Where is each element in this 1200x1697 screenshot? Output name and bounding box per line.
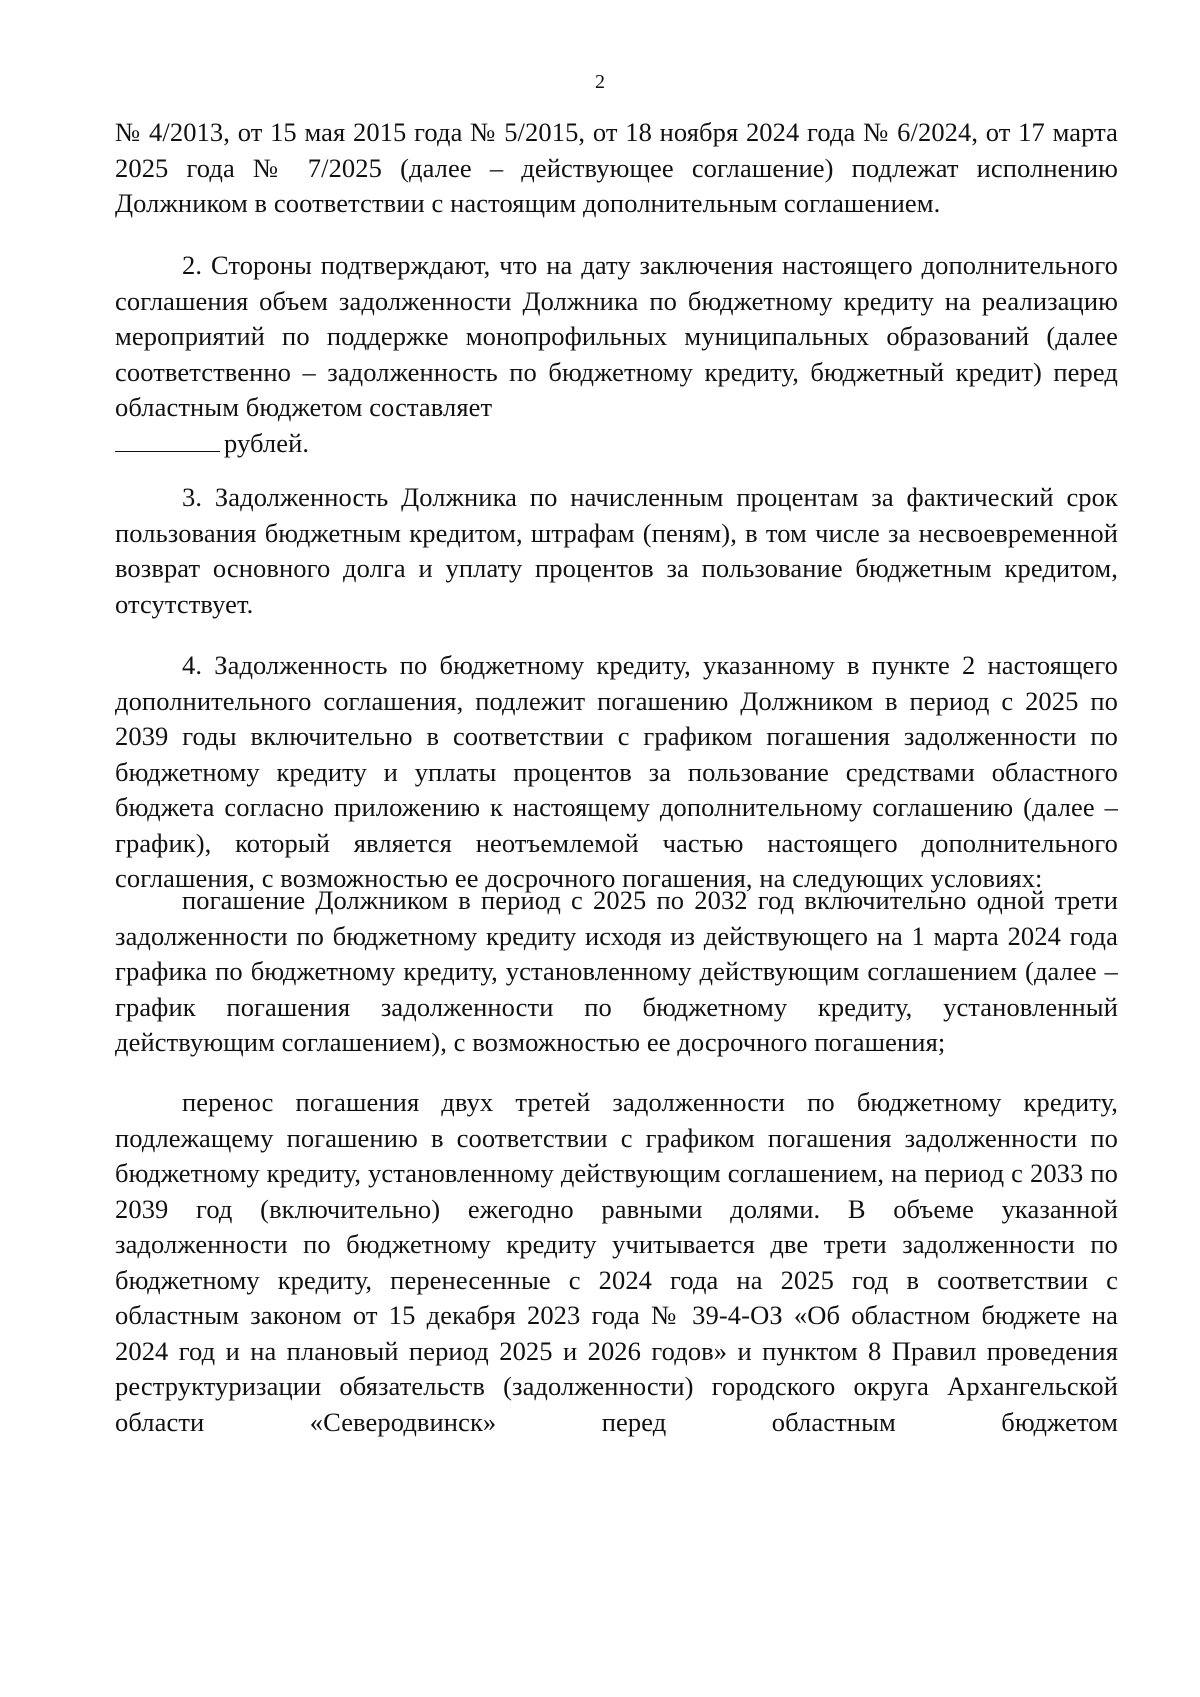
paragraph-2: [115, 248, 1118, 461]
paragraph-2-amount-suffix: рублей.: [224, 427, 310, 458]
paragraph-4-condition-a: погашение Должником в период с 2025 по 2032 год включительно одной трети задолженности по бюджетному кредиту исходя из действующего на 1 марта 2024 года графика по бюджетному кредиту, установленному действующим соглашением (далее – график погашения задолженности по бюджетному кредиту, установленный действующим соглашением), с возможностью ее досрочного погашения;: [115, 885, 1118, 1057]
paragraph-3: 3. Задолженность Должника по начисленным процентам за фактический срок пользования бюджетным кредитом, штрафам (пеням), в том числе за несвоевременной возврат основного долга и уплату процентов за пользование бюджетным кредитом, отсутствует.: [115, 482, 1118, 619]
page-number: 2: [595, 71, 605, 93]
paragraph-2-text: 2. Стороны подтверждают, что на дату заключения настоящего дополнительного соглашения объем задолженности Должника по бюджетному кредиту на реализацию мероприятий по поддержке монопрофильных муниципальных образований (далее соответственно – задолженность по бюджетному кредиту, бюджетный кредит) перед областным бюджетом составляет: [115, 250, 1118, 422]
paragraph-4-condition-b: перенос погашения двух третей задолженности по бюджетному кредиту, подлежащему погашению в соответствии с графиком погашения задолженности по бюджетному кредиту, установленному действующим соглашением, на период с 2033 по 2039 год (включительно) ежегодно равными долями. В объеме указанной задолженности по бюджетному кредиту учитывается две трети задолженности по бюджетному кредиту, перенесенные с 2024 года на 2025 год в соответствии с областным законом от 15 декабря 2023 года № 39-4-ОЗ «Об областном бюджете на 2024 год и на плановый период 2025 и 2026 годов» и пунктом 8 Правил проведения реструктуризации обязательств (задолженности) городского округа Архангельской области «Северодвинск» перед областным бюджетом: [115, 1087, 1118, 1437]
amount-blank-line: [115, 429, 220, 452]
paragraph-4: 4. Задолженность по бюджетному кредиту, указанному в пункте 2 настоящего дополнительного соглашения, подлежит погашению Должником в период с 2025 по 2039 годы включительно в соответствии с графиком погашения задолженности по бюджетному кредиту и уплаты процентов за пользование средствами областного бюджета согласно приложению к настоящему дополнительному соглашению (далее – график), который является неотъемлемой частью настоящего дополнительного соглашения, с возможностью ее досрочного погашения, на следующих условиях:: [115, 650, 1118, 893]
paragraph-intro: № 4/2013, от 15 мая 2015 года № 5/2015, от 18 ноября 2024 года № 6/2024, от 17 марта 2025 года № 7/2025 (далее – действующее соглашение) подлежат исполнению Должником в соответствии с настоящим дополнительным соглашением.: [115, 117, 1118, 218]
